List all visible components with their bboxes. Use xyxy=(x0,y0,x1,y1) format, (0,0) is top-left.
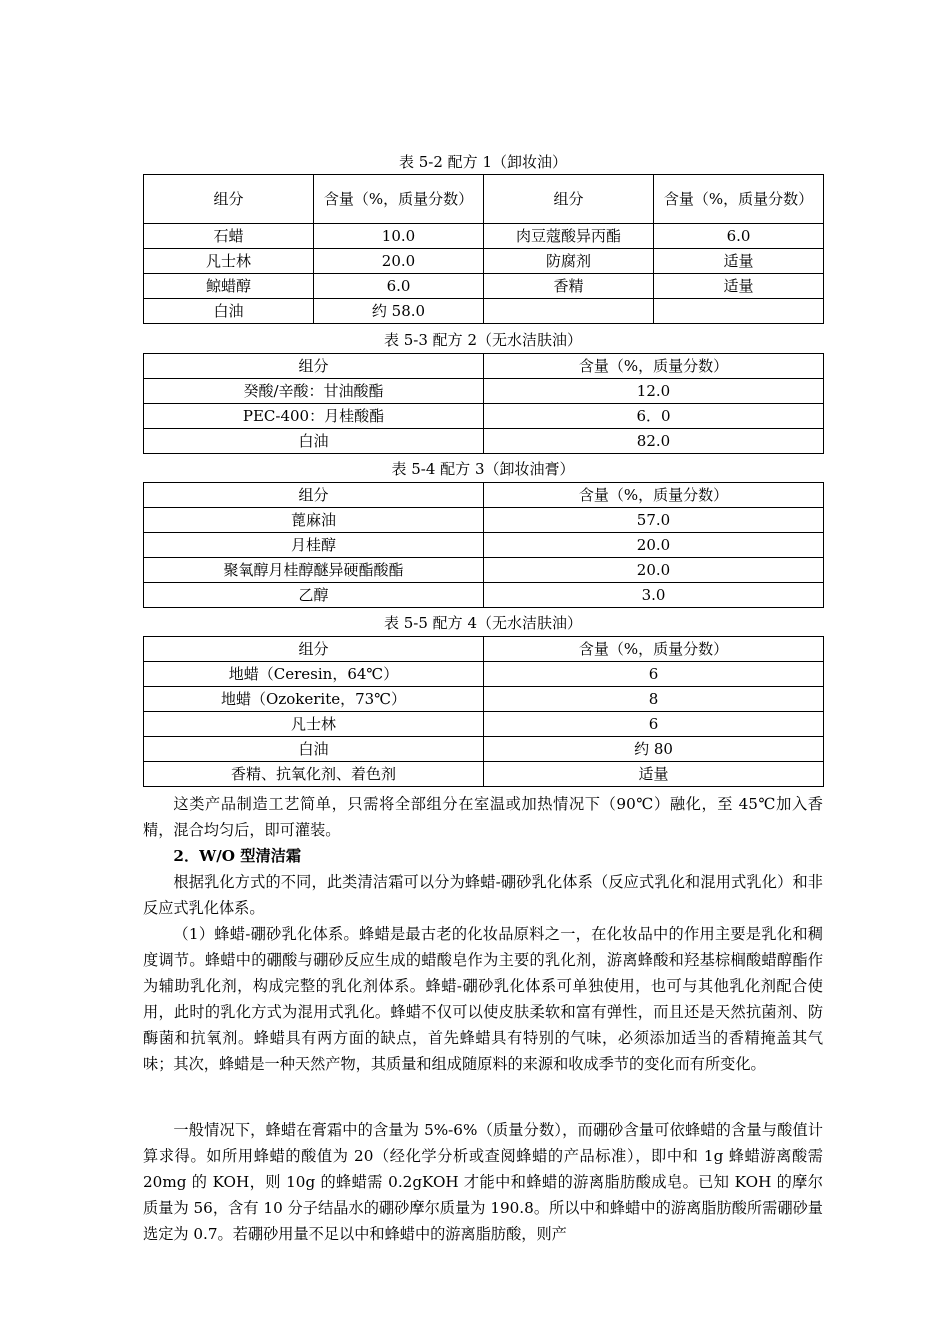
paragraph-beeswax-borax: （1）蜂蜡-硼砂乳化体系。蜂蜡是最古老的化妆品原料之一，在化妆品中的作用主要是乳化和稠度调节。蜂蜡中的硼酸与硼砂反应生成的蜡酸皂作为主要的乳化剂，游离蜂酸和羟基棕榈酸蜡醇酯作为辅助乳化剂，构成完整的乳化剂体系。蜂蜡-硼砂乳化体系可单独使用，也可与其他乳化剂配合使用，此时的乳化方式为混用式乳化。蜂蜡不仅可以使皮肤柔软和富有弹性，而且还是天然抗菌剂、防酶菌和抗氧剂。蜂蜡具有两方面的缺点，首先蜂蜡具有特别的气味，必须添加适当的香精掩盖其气味；其次，蜂蜡是一种天然产物，其质量和组成随原料的来源和收成季节的变化而有所变化。 xyxy=(143,925,823,1073)
table3-header-cell: 含量（%，质量分数） xyxy=(484,483,824,508)
table2-header-cell: 组分 xyxy=(144,354,484,379)
table-cell: 约 58.0 xyxy=(314,299,484,324)
table1-header-cell: 含量（%，质量分数） xyxy=(654,175,824,224)
table-row xyxy=(144,508,824,533)
table-cell: PEC-400：月桂酸酯 xyxy=(144,404,484,429)
table-cell: 地蜡（Ceresin，64℃） xyxy=(144,662,484,687)
table-cell: 6．0 xyxy=(484,404,824,429)
paragraph-emulsion-types: 根据乳化方式的不同，此类清洁霜可以分为蜂蜡-硼砂乳化体系（反应式乳化和混用式乳化）和非反应式乳化体系。 xyxy=(143,873,823,917)
table1-header-row xyxy=(144,175,824,224)
table-cell: 白油 xyxy=(144,429,484,454)
table4-header-row xyxy=(144,637,824,662)
table1 xyxy=(143,174,824,324)
paragraph-process: 这类产品制造工艺简单，只需将全部组分在室温或加热情况下（90℃）融化，至 45℃加入香精，混合均匀后，即可灌装。 xyxy=(143,795,823,839)
table-cell: 适量 xyxy=(654,274,824,299)
table2 xyxy=(143,353,824,454)
section-heading: 2．W/O 型清洁霜 xyxy=(173,847,302,865)
table-row xyxy=(144,249,824,274)
table3 xyxy=(143,482,824,608)
table2-header-cell: 含量（%，质量分数） xyxy=(484,354,824,379)
table-row xyxy=(144,687,824,712)
table-cell: 6.0 xyxy=(654,224,824,249)
table-row xyxy=(144,583,824,608)
table-row xyxy=(144,737,824,762)
table-cell: 6 xyxy=(484,662,824,687)
table1-header-cell: 含量（%，质量分数） xyxy=(314,175,484,224)
table4-header-cell: 含量（%，质量分数） xyxy=(484,637,824,662)
table-row xyxy=(144,429,824,454)
table-cell: 约 80 xyxy=(484,737,824,762)
table-row xyxy=(144,662,824,687)
table-cell: 57.0 xyxy=(484,508,824,533)
table-cell xyxy=(654,299,824,324)
table-cell: 地蜡（Ozokerite，73℃） xyxy=(144,687,484,712)
table-cell: 香精 xyxy=(484,274,654,299)
table-cell: 白油 xyxy=(144,737,484,762)
table4-header-cell: 组分 xyxy=(144,637,484,662)
table-cell: 鲸蜡醇 xyxy=(144,274,314,299)
table-cell: 凡士林 xyxy=(144,712,484,737)
table-cell: 20.0 xyxy=(314,249,484,274)
table-cell: 蓖麻油 xyxy=(144,508,484,533)
table-cell: 石蜡 xyxy=(144,224,314,249)
table2-caption: 表 5-3 配方 2（无水洁肤油） xyxy=(383,331,582,349)
table-row xyxy=(144,379,824,404)
table-cell: 6 xyxy=(484,712,824,737)
table-row xyxy=(144,558,824,583)
table2-header-row xyxy=(144,354,824,379)
table-cell: 3.0 xyxy=(484,583,824,608)
table-row xyxy=(144,762,824,787)
table-cell: 20.0 xyxy=(484,558,824,583)
table-cell: 癸酸/辛酸：甘油酸酯 xyxy=(144,379,484,404)
table-cell: 20.0 xyxy=(484,533,824,558)
table4 xyxy=(143,636,824,787)
table-cell: 10.0 xyxy=(314,224,484,249)
table-cell: 月桂醇 xyxy=(144,533,484,558)
table4-caption: 表 5-5 配方 4（无水洁肤油） xyxy=(383,614,582,632)
table-row xyxy=(144,533,824,558)
table1-header-cell: 组分 xyxy=(144,175,314,224)
table-cell: 白油 xyxy=(144,299,314,324)
table3-header-cell: 组分 xyxy=(144,483,484,508)
table1-caption: 表 5-2 配方 1（卸妆油） xyxy=(398,153,567,171)
table-cell: 8 xyxy=(484,687,824,712)
table-cell: 适量 xyxy=(484,762,824,787)
table3-header-row xyxy=(144,483,824,508)
table-row xyxy=(144,299,824,324)
table-cell: 肉豆蔻酸异丙酯 xyxy=(484,224,654,249)
table-cell: 适量 xyxy=(654,249,824,274)
table3-caption: 表 5-4 配方 3（卸妆油膏） xyxy=(391,460,575,478)
table-cell: 香精、抗氧化剂、着色剂 xyxy=(144,762,484,787)
table-cell xyxy=(484,299,654,324)
table1-header-cell: 组分 xyxy=(484,175,654,224)
table-row xyxy=(144,224,824,249)
table-cell: 12.0 xyxy=(484,379,824,404)
table-cell: 凡士林 xyxy=(144,249,314,274)
table-cell: 防腐剂 xyxy=(484,249,654,274)
table-row xyxy=(144,274,824,299)
table-cell: 6.0 xyxy=(314,274,484,299)
table-row xyxy=(144,712,824,737)
table-row xyxy=(144,404,824,429)
table-cell: 乙醇 xyxy=(144,583,484,608)
paragraph-borax-calculation: 一般情况下，蜂蜡在膏霜中的含量为 5%-6%（质量分数），而硼砂含量可依蜂蜡的含量与酸值计算求得。如所用蜂蜡的酸值为 20（经化学分析或查阅蜂蜡的产品标准），即中和 1g 蜂蜡游离酸需 20mg 的 KOH，则 10g 的蜂蜡需 0.2gKOH 才能中和蜂蜡的游离脂肪酸成皂。已知 KOH 的摩尔质量为 56，含有 10 分子结晶水的硼砂摩尔质量为 190.8。所以中和蜂蜡中的游离脂肪酸所需硼砂量选定为 0.7。若硼砂用量不足以中和蜂蜡中的游离脂肪酸，则产 xyxy=(143,1121,823,1243)
table-cell: 聚氧醇月桂醇醚异硬酯酸酯 xyxy=(144,558,484,583)
table-cell: 82.0 xyxy=(484,429,824,454)
